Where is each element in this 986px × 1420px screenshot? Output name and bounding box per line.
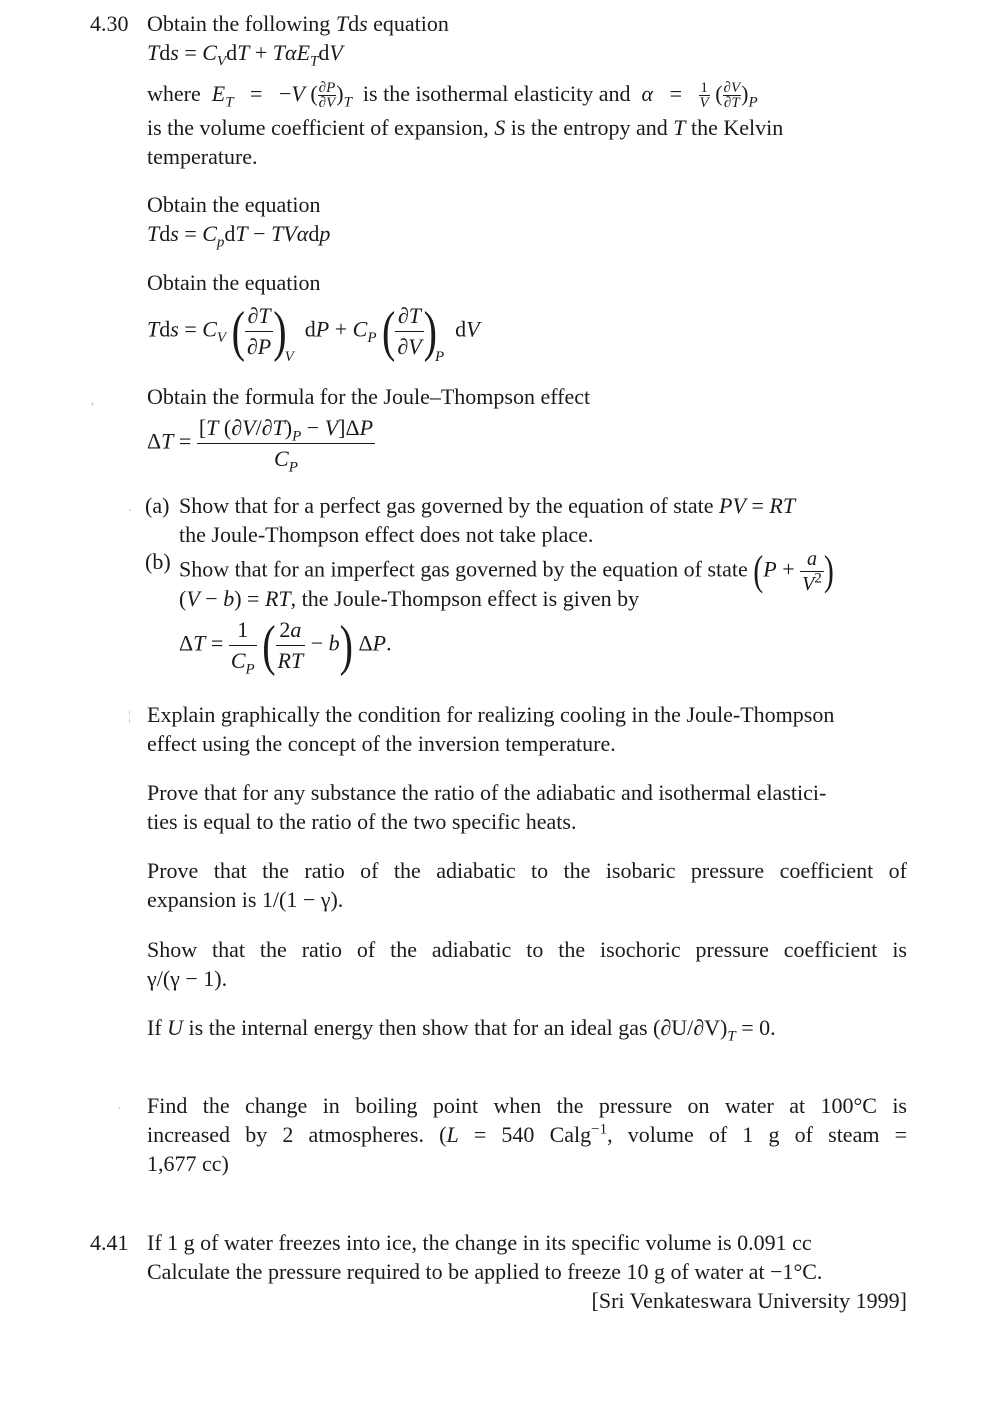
where-line: where $E_T = -V$ ( $\frac{\partial P}{\partial V}$ )$_T$ is the isothermal elasticity and α = $\frac{1}{V}$ ( $\frac{\partial V}{\partial T}$ )$_P$ (147, 80, 758, 112)
part-a-line-2: the Joule-Thompson effect does not take place. (179, 522, 594, 547)
part-b-line-2: (V − b) = RT, the Joule-Thompson effect is given by (179, 586, 640, 611)
margin-mark: ¦ (128, 709, 131, 724)
problem-number: 4.30 (90, 11, 129, 36)
problem-line-2: ties is equal to the ratio of the two specific heats. (147, 809, 577, 834)
problem-line-2: γ/(γ − 1). (147, 966, 228, 991)
problem-line-2: effect using the concept of the inversion temperature. (147, 731, 616, 756)
problem-line-3: 1,677 cc) (147, 1151, 229, 1176)
problem-line-1: Explain graphically the condition for realizing cooling in the Joule-Thompson (147, 702, 835, 727)
temperature-line: temperature. (147, 144, 258, 169)
margin-mark: · (128, 504, 133, 519)
margin-mark: ‚ (90, 393, 95, 408)
problem-line-1: Prove that for any substance the ratio of the adiabatic and isothermal elastici- (147, 780, 827, 805)
part-label: (a) (145, 493, 170, 518)
expansion-line: is the volume coefficient of expansion, S is the entropy and T the Kelvin (147, 115, 784, 140)
source-citation: [Sri Venkateswara University 1999] (591, 1288, 907, 1313)
part-label: (b) (145, 549, 171, 574)
problem-intro: Obtain the following Tds equation (147, 11, 449, 36)
problem-number: 4.41 (90, 1230, 129, 1255)
problem-line-1: Show that the ratio of the adiabatic to the isochoric pressure coefficient is (147, 937, 907, 962)
equation-tds-2: Tds = $C_pdT - TV\alpha dp$ (147, 221, 331, 251)
problem-line-2: expansion is 1/(1 − γ). (147, 887, 344, 912)
problem-line-1: Prove that the ratio of the adiabatic to the isobaric pressure coefficient of (147, 858, 907, 883)
problem-line-2: increased by 2 atmospheres. (L = 540 Calg$^{-1}$, volume of 1 g of steam = (147, 1121, 907, 1147)
part-b-line-1: Show that for an imperfect gas governed by the equation of state (P + $\frac{a}{V^2}$ ) (179, 547, 834, 595)
equation-tds-3: Tds = $C_V$ ( $\frac{\partial T}{\partial P}$ )V dP + $C_P$ ( $\frac{\partial T}{\partial V}$ )P dV (147, 299, 480, 365)
problem-line-1: Find the change in boiling point when the pressure on water at 100°C is (147, 1093, 907, 1118)
problem-line: If U is the internal energy then show that for an ideal gas $(\partial U/\partial V)_T = 0$. (147, 1015, 776, 1045)
equation-delta-t: ΔT = $\frac{1}{C_P}$ ( $\frac{2a}{RT}$ − b) ΔP. (179, 613, 392, 678)
equation-tds-1: Tds = $C_VdT + T\alpha E_TdV$ (147, 40, 343, 70)
part-a-line-1: Show that for a perfect gas governed by the equation of state PV = RT (179, 493, 796, 518)
problem-text: Obtain the formula for the Joule–Thompson effect (147, 384, 591, 409)
problem-text: Obtain the equation (147, 270, 321, 295)
problem-text: Obtain the equation (147, 192, 321, 217)
problem-line-1: If 1 g of water freezes into ice, the change in its specific volume is 0.091 cc (147, 1230, 812, 1255)
problem-line-2: Calculate the pressure required to be applied to freeze 10 g of water at −1°C. (147, 1259, 823, 1284)
margin-mark: · (117, 1102, 122, 1117)
equation-joule-thompson: ΔT = $\frac{[T (\partial V/\partial T)_P - V]\Delta P}{C_P}$ (147, 415, 374, 476)
